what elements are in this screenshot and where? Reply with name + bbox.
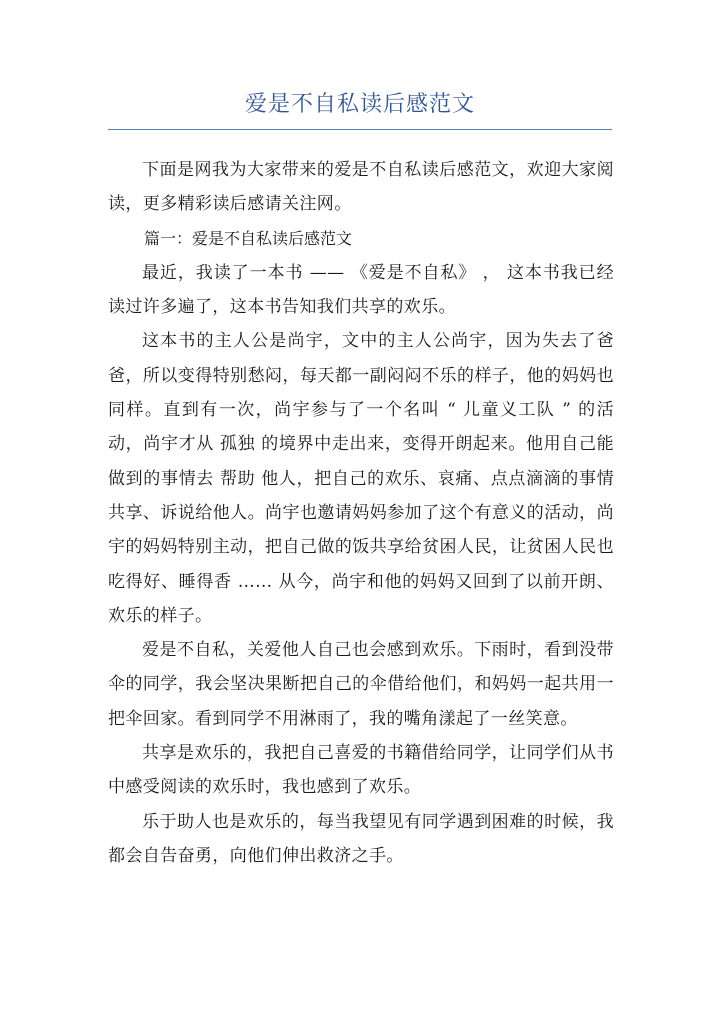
body-paragraph-4: 共享是欢乐的，我把自己喜爱的书籍借给同学，让同学们从书中感受阅读的欢乐时，我也感到了欢乐。 (108, 743, 614, 798)
body-paragraph-5: 乐于助人也是欢乐的，每当我望见有同学遇到困难的时候，我都会自告奋勇，向他们伸出救济之手。 (108, 811, 614, 866)
document-title: 爱是不自私读后感范文 (244, 92, 475, 117)
section-heading: 篇一：爱是不自私读后感范文 (144, 228, 353, 248)
body-paragraph-2: 这本书的主人公是尚宇，文中的主人公尚宇，因为失去了爸爸，所以变得特别愁闷，每天都一副闷闷不乐的样子，他的妈妈也同样。直到有一次，尚宇参与了一个名叫 “ 儿童义工队 ” 的活动，尚宇才从 孤独 的境界中走出来，变得开朗起来。他用自己能做到的事情去 帮助 他人，把自己的欢乐、哀痛、点点滴滴的事情共享、诉说给他人。尚宇也邀请妈妈参加了这个有意义的活动，尚宇的妈妈特别主动，把自己做的饭共享给贫困人民，让贫困人民也吃得好、睡得香 …… 从今，尚宇和他的妈妈又回到了以前开朗、欢乐的样子。 (108, 331, 614, 626)
body-paragraph-3: 爱是不自私，关爱他人自己也会感到欢乐。下雨时，看到没带伞的同学，我会坚决果断把自己的伞借给他们，和妈妈一起共用一把伞回家。看到同学不用淋雨了，我的嘴角漾起了一丝笑意。 (108, 640, 614, 729)
document-body (108, 153, 614, 873)
title-divider (108, 129, 612, 130)
intro-paragraph: 下面是网我为大家带来的爱是不自私读后感范文，欢迎大家阅读，更多精彩读后感请关注网。 (108, 160, 614, 215)
body-paragraph-1: 最近，我读了一本书 —— 《爱是不自私》 ， 这本书我已经读过许多遍了，这本书告知我们共享的欢乐。 (108, 262, 614, 318)
